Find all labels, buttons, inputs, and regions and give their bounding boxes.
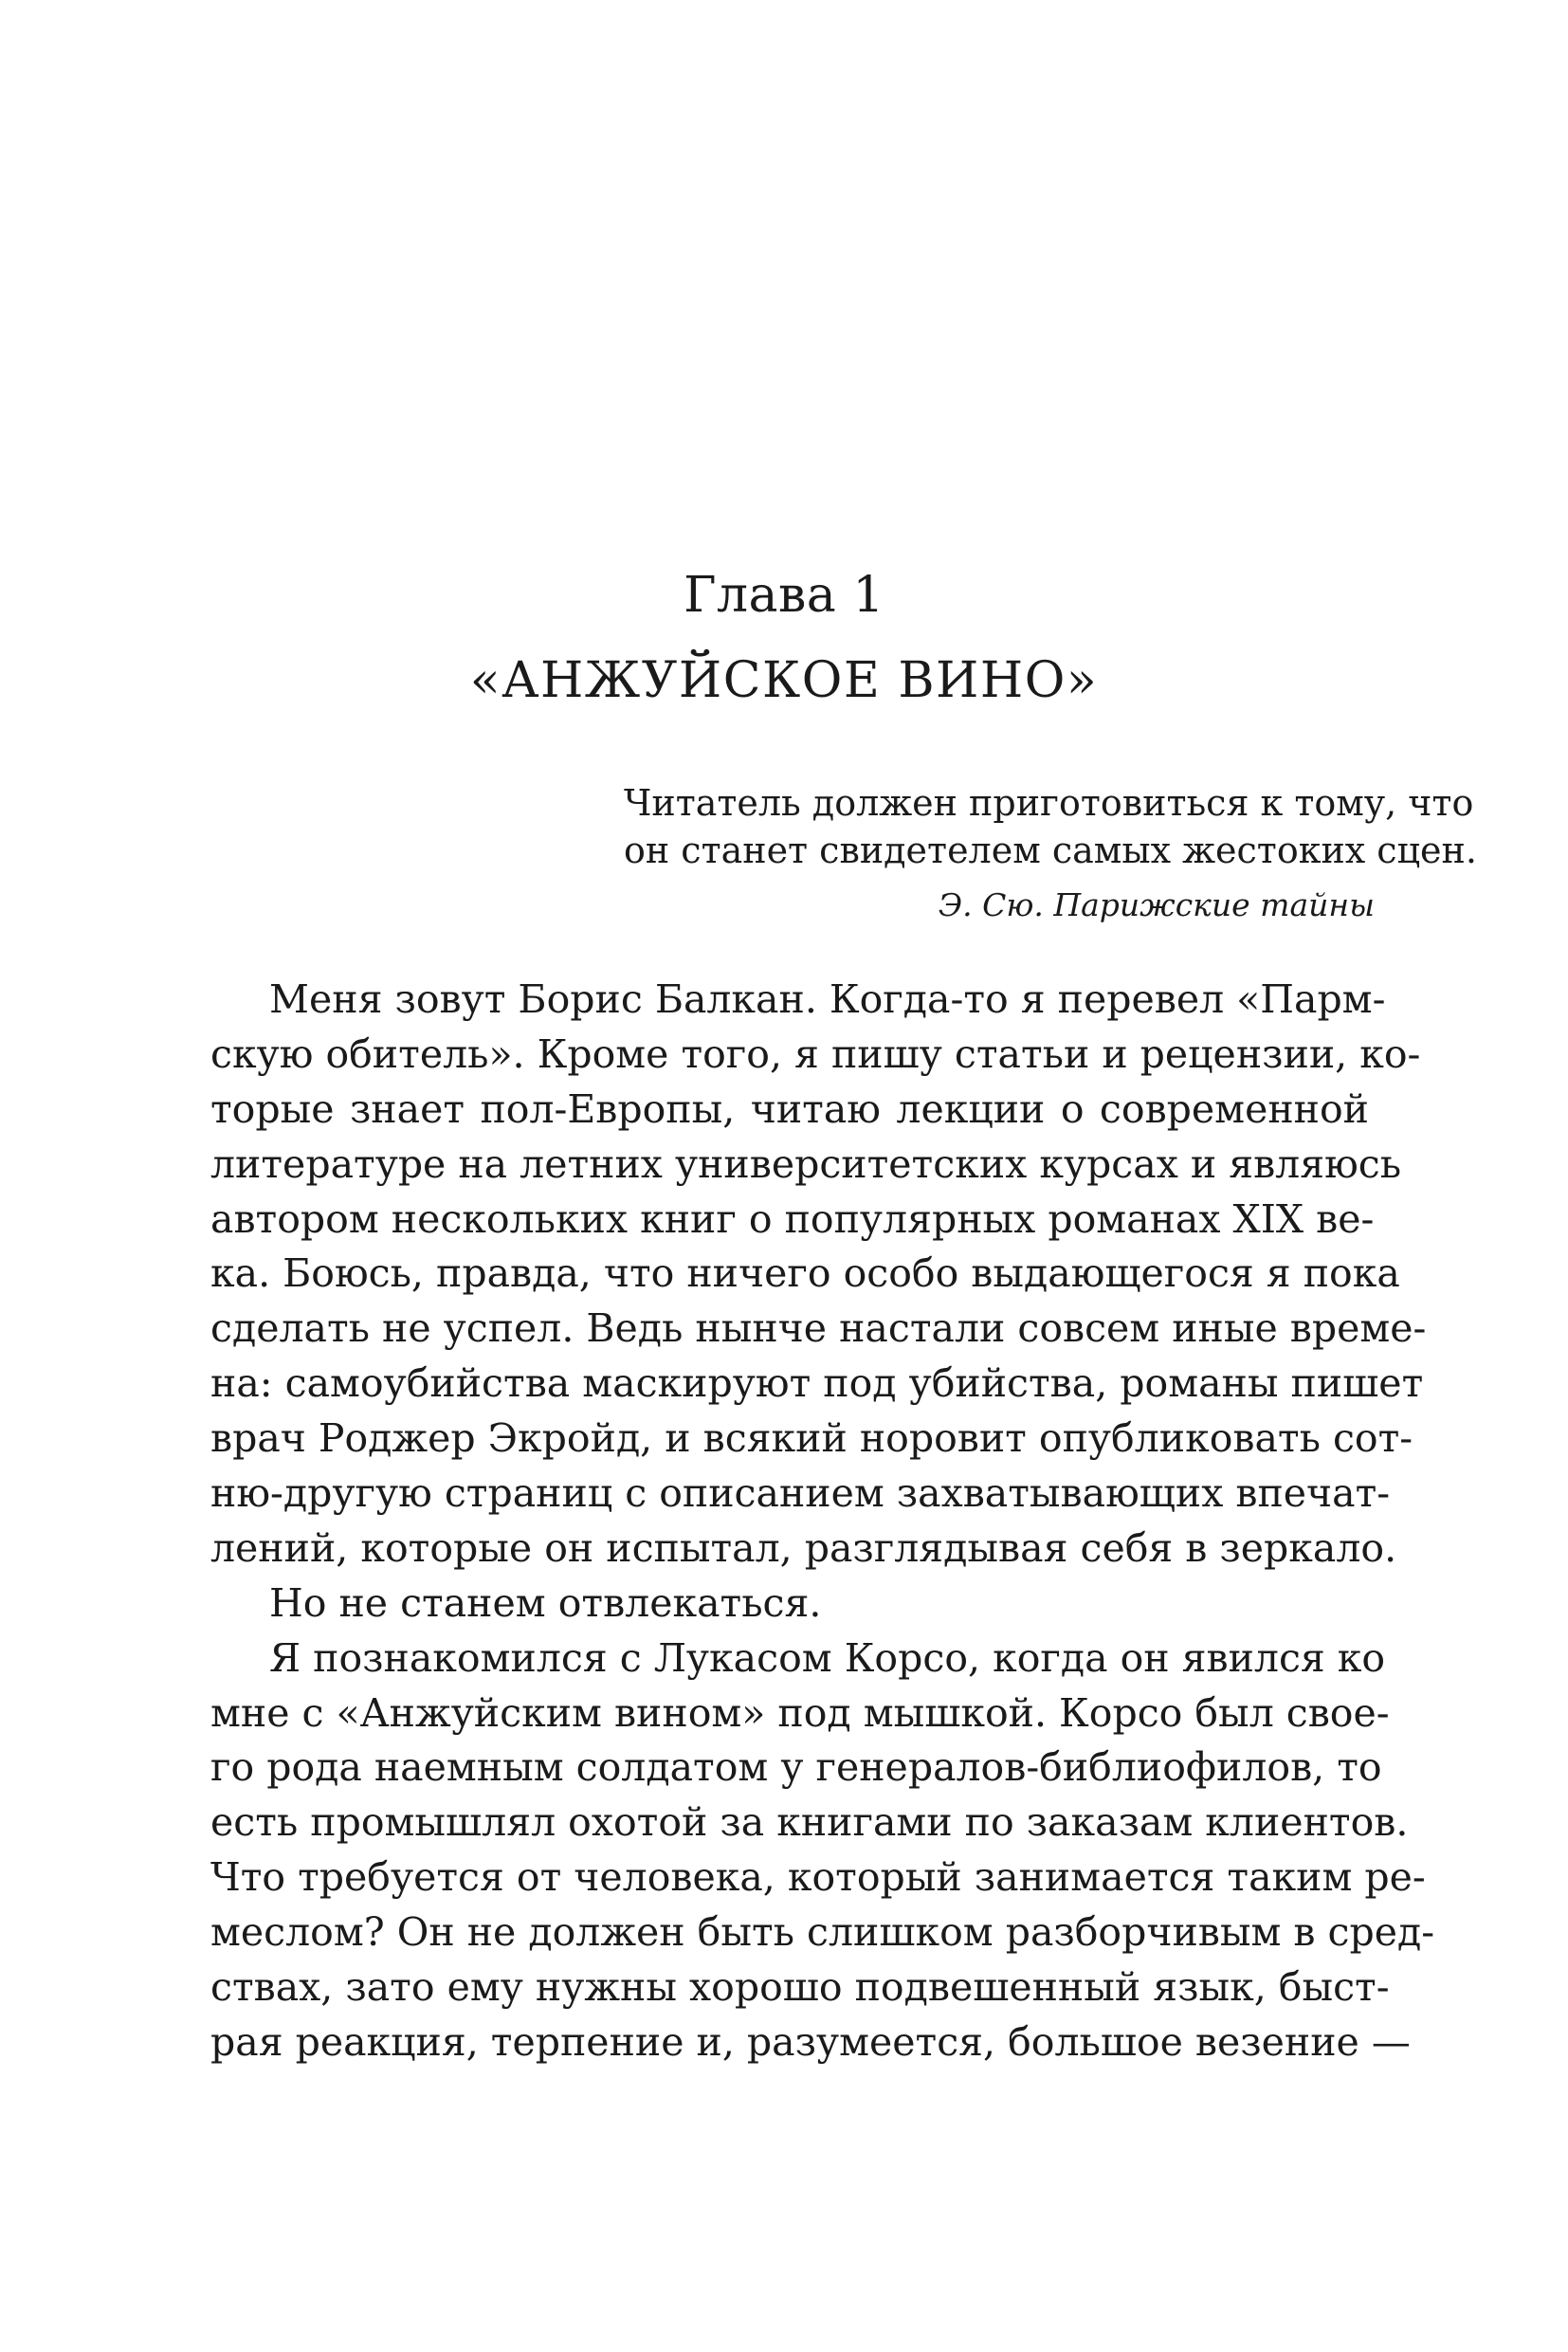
epigraph <box>624 779 1477 928</box>
text-line: Меня зовут Борис Балкан. Когда-то я перевел «Парм- <box>269 976 1386 1022</box>
text-line: Но не станем отвлекаться. <box>269 1579 822 1626</box>
text-line: меслом? Он не должен быть слишком разборчивым в сред- <box>210 1909 1435 1956</box>
text-line: Что требуется от человека, который занимается таким ре- <box>210 1854 1426 1901</box>
text-line: врач Роджер Экройд, и всякий норовит опубликовать сот- <box>210 1415 1413 1462</box>
text-line: на: самоубийства маскируют под убийства, романы пишет <box>210 1360 1424 1407</box>
text-line: мне с «Анжуйским вином» под мышкой. Корсо был свое- <box>210 1689 1390 1736</box>
body-text <box>210 973 1435 2070</box>
epigraph-line: Читатель должен приготовиться к тому, что <box>624 782 1474 824</box>
text-line: ствах, зато ему нужны хорошо подвешенный язык, быст- <box>210 1964 1390 2011</box>
text-line: лений, которые он испытал, разглядывая себя в зеркало. <box>210 1524 1397 1571</box>
text-line: есть промышлял охотой за книгами по заказам клиентов. <box>210 1799 1409 1846</box>
text-line: автором нескольких книг о популярных романах XIX ве- <box>210 1195 1375 1242</box>
text-line: сделать не успел. Ведь нынче настали совсем иные време- <box>210 1305 1427 1352</box>
text-line: рая реакция, терпение и, разумеется, большое везение — <box>210 2018 1411 2065</box>
text-line: ню-другую страниц с описанием захватывающих впечат- <box>210 1470 1391 1517</box>
chapter-title: «АНЖУЙСКОЕ ВИНО» <box>469 652 1099 709</box>
text-line: го рода наемным солдатом у генералов-библиофилов, то <box>210 1744 1382 1791</box>
text-line: торые знает пол-Европы, читаю лекции о современной <box>210 1085 1369 1132</box>
epigraph-source: Э. Сю. Парижские тайны <box>938 886 1375 923</box>
text-line: ка. Боюсь, правда, что ничего особо выдающегося я пока <box>210 1250 1400 1297</box>
text-line: литературе на летних университетских курсах и являюсь <box>210 1140 1402 1187</box>
epigraph-line: он станет свидетелем самых жестоких сцен. <box>624 830 1477 871</box>
chapter-number: Глава 1 <box>684 567 884 624</box>
text-line: скую обитель». Кроме того, я пишу статьи и рецензии, ко- <box>210 1030 1421 1077</box>
text-line: Я познакомился с Лукасом Корсо, когда он явился ко <box>269 1634 1386 1681</box>
